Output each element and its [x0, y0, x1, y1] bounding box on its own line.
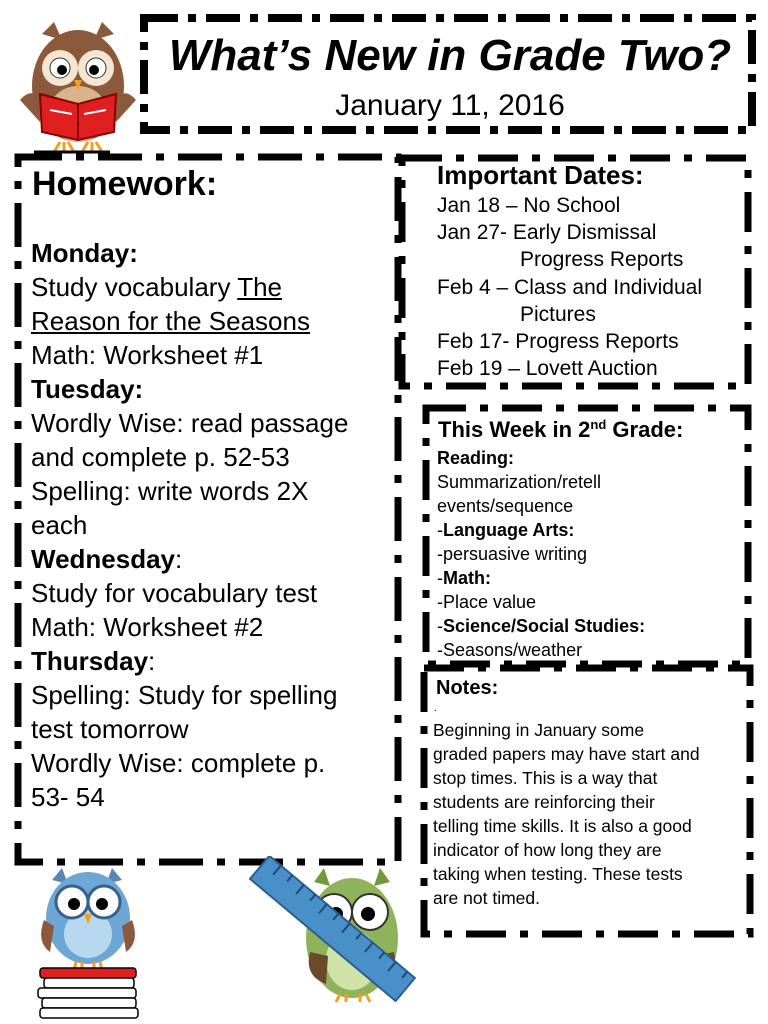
math-label: Math:	[443, 568, 491, 588]
reading-label: Reading:	[437, 448, 515, 468]
this-week-heading-end: Grade:	[606, 417, 684, 442]
notes-line-1: Beginning in January some	[433, 720, 645, 740]
important-dates-heading: Important Dates:	[437, 160, 644, 190]
thursday-label: Thursday	[31, 646, 149, 676]
notes-line-3: stop times. This is a way that	[433, 768, 658, 788]
tuesday-line-4: each	[31, 510, 88, 540]
wednesday-colon: :	[175, 544, 183, 574]
thursday-line-4: 53- 54	[31, 782, 105, 812]
thursday-line-1: Spelling: Study for spelling	[31, 680, 338, 710]
tuesday-label: Tuesday:	[31, 374, 144, 404]
thursday-heading	[31, 644, 391, 678]
this-week-heading-start: This Week in 2	[438, 417, 591, 442]
important-dates-list	[437, 192, 737, 382]
notes-line-2: graded papers may have start and	[433, 744, 700, 764]
math-text: -Place value	[437, 592, 537, 612]
page-title: What’s New in Grade Two?	[168, 31, 732, 80]
science-heading	[437, 614, 737, 638]
math-heading	[437, 566, 737, 590]
wednesday-line-1: Study for vocabulary test	[31, 578, 318, 608]
this-week-list	[437, 446, 737, 662]
date-line-6: Feb 17- Progress Reports	[437, 330, 679, 354]
reading-line-1: Summarization/retell	[437, 472, 602, 492]
this-week-heading	[438, 414, 683, 446]
owl-with-ruler-icon	[248, 856, 418, 1006]
notes-text	[433, 718, 743, 910]
notes-line-5: telling time skills. It is also a good	[433, 816, 692, 836]
tuesday-line-2: and complete p. 52-53	[31, 442, 290, 472]
date-line-5: Pictures	[520, 302, 596, 326]
notes-stray-dot: .	[434, 703, 437, 714]
dash: -	[437, 568, 443, 588]
notes-heading: Notes:	[436, 677, 499, 699]
monday-book-title-2: Reason for the Seasons	[31, 306, 310, 336]
owl-reading-book-icon	[14, 14, 144, 154]
notes-line-6: indicator of how long they are	[433, 840, 662, 860]
reading-line-2: events/sequence	[437, 496, 574, 516]
date-line-4: Feb 4 – Class and Individual	[437, 275, 702, 299]
wednesday-line-2: Math: Worksheet #2	[31, 612, 264, 642]
date-line-3: Progress Reports	[520, 248, 684, 272]
homework-heading: Homework:	[32, 165, 218, 203]
monday-book-title-1: The	[237, 272, 283, 302]
language-text: -persuasive writing	[437, 544, 588, 564]
thursday-line-2: test tomorrow	[31, 714, 189, 744]
wednesday-label: Wednesday	[31, 544, 176, 574]
language-heading	[437, 518, 737, 542]
date-line-7: Feb 19 – Lovett Auction	[437, 357, 658, 381]
monday-study-text: Study vocabulary	[31, 272, 238, 302]
tuesday-line-3: Spelling: write words 2X	[31, 476, 309, 506]
dash: -	[437, 520, 443, 540]
science-text: -Seasons/weather	[437, 640, 583, 660]
thursday-colon: :	[148, 646, 156, 676]
tuesday-line-1: Wordly Wise: read passage	[31, 408, 349, 438]
date-line-2: Jan 27- Early Dismissal	[437, 221, 657, 245]
monday-math: Math: Worksheet #1	[31, 340, 264, 370]
notes-line-7: taking when testing. These tests	[433, 864, 683, 884]
language-label: Language Arts:	[443, 520, 575, 540]
homework-list	[31, 236, 391, 814]
science-label: Science/Social Studies:	[443, 616, 646, 636]
thursday-line-3: Wordly Wise: complete p.	[31, 748, 326, 778]
monday-study-line	[31, 270, 391, 304]
notes-line-8: are not timed.	[433, 888, 540, 908]
monday-label: Monday:	[31, 238, 138, 268]
notes-line-4: students are reinforcing their	[433, 792, 655, 812]
newsletter-date: January 11, 2016	[335, 89, 565, 122]
date-line-1: Jan 18 – No School	[437, 194, 621, 217]
wednesday-heading	[31, 542, 391, 576]
dash: -	[437, 616, 443, 636]
this-week-heading-sup: nd	[590, 417, 607, 432]
owl-on-books-icon	[34, 866, 144, 1022]
